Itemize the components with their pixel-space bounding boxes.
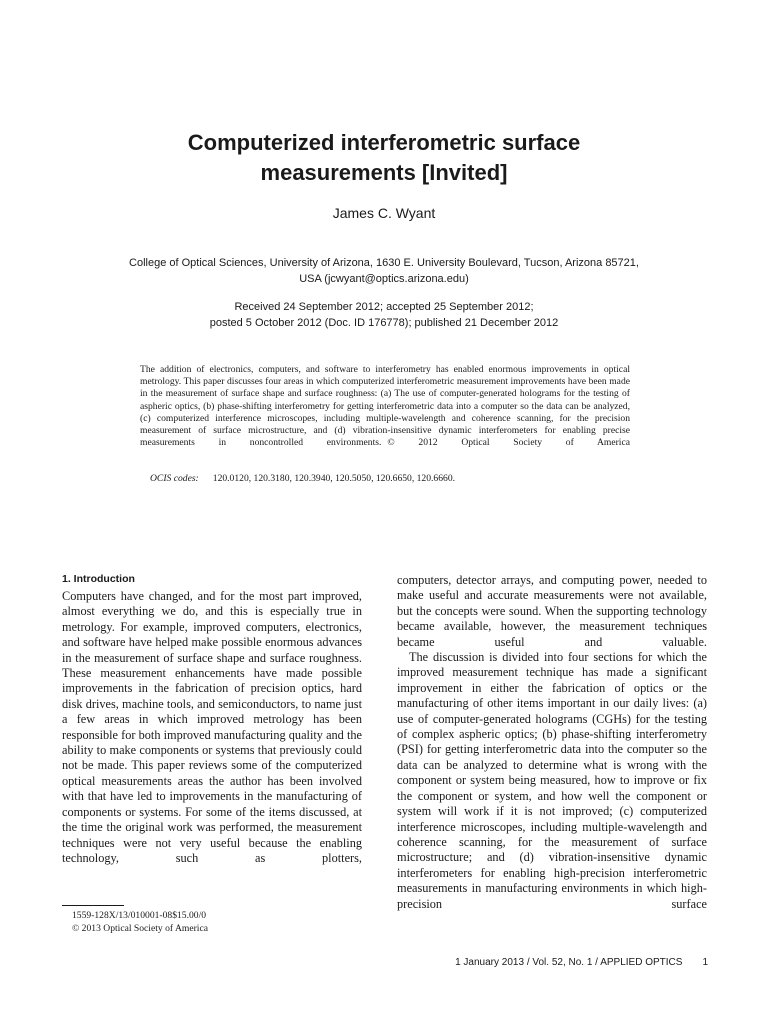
abstract bbox=[140, 364, 630, 449]
running-footer bbox=[360, 957, 708, 969]
body-column-right bbox=[397, 573, 707, 912]
intro-paragraph-2: The discussion is divided into four sections for which the improved measurement technique has made a significant improvement in either the fabrication of optics or the manufacturing of other items important in our daily lives: (a) use of computer-generated holograms (CGHs) for the testing of complex aspheric optics; (b) phase-shifting interferometry (PSI) for getting interferometric data into the computer so the data can be analyzed to determine what is wrong with the component or system being measured, how to improve or fix the component or system, and how well the component or system will work if it is not improved; (c) computerized interference microscopes, including multiple-wavelength and coherence scanning, for the measurement of surface microstructure; and (d) vibration-insensitive dynamic interferometers for enabling high-precision interferometric measurements in manufacturing environments in which high-precision surface bbox=[397, 650, 707, 911]
dates-line-2: posted 5 October 2012 (Doc. ID 176778); published 21 December 2012 bbox=[209, 317, 559, 329]
affiliation-line-2: USA (jcwyant@optics.arizona.edu) bbox=[299, 273, 469, 285]
title-line-2: measurements [Invited] bbox=[260, 160, 508, 185]
footnote-copyright: © 2013 Optical Society of America bbox=[72, 923, 208, 934]
section-heading-introduction: 1. Introduction bbox=[62, 573, 135, 585]
footnote bbox=[72, 909, 352, 935]
ocis-label: OCIS codes: bbox=[150, 473, 199, 484]
page-number: 1 bbox=[702, 957, 708, 968]
ocis-codes bbox=[150, 473, 620, 485]
footnote-issn: 1559-128X/13/010001-08$15.00/0 bbox=[72, 910, 207, 921]
author-name: James C. Wyant bbox=[332, 205, 436, 221]
publication-dates bbox=[100, 299, 668, 331]
author-affiliation bbox=[100, 255, 668, 287]
footnote-divider bbox=[62, 905, 124, 906]
dates-line-1: Received 24 September 2012; accepted 25 September 2012; bbox=[234, 301, 534, 313]
article-title bbox=[120, 128, 648, 188]
ocis-code-list: 120.0120, 120.3180, 120.3940, 120.5050, 120.6650, 120.6660. bbox=[212, 473, 456, 484]
title-line-1: Computerized interferometric surface bbox=[187, 130, 581, 155]
body-column-left bbox=[62, 589, 362, 866]
journal-citation: 1 January 2013 / Vol. 52, No. 1 / APPLIED OPTICS bbox=[455, 957, 683, 968]
intro-paragraph-1: Computers have changed, and for the most part improved, almost everything we do, and this is especially true in metrology. For example, improved computers, electronics, and software have helped make possible enormous advances in the measurement of surface shape and surface roughness. These measurement enhancements have made possible improvements in the fabrication of precision optics, hard disk drives, machine tools, and semiconductors, to name just a few areas in which improved metrology has been responsible for both improved manufacturing quality and the ability to make components or systems that previously could not be made. This paper reviews some of the computerized optical measurements areas the author has been involved with that have led to improvements in the manufacturing of components or systems. For some of the items discussed, at the time the original work was performed, the measurement techniques were not very useful because the enabling technology, such as plotters, bbox=[62, 589, 362, 865]
abstract-copyright: © 2012 Optical Society of America bbox=[387, 437, 630, 449]
affiliation-line-1: College of Optical Sciences, University of Arizona, 1630 E. University Boulevard, Tucson, Arizona 85721, bbox=[129, 257, 639, 269]
intro-paragraph-1-continued: computers, detector arrays, and computing power, needed to make useful and accurate measurements were not available, but the concepts were sound. When the supporting technology became available, however, the measurement techniques became useful and valuable. bbox=[397, 573, 707, 649]
abstract-text: The addition of electronics, computers, and software to interferometry has enabled enormous improvements in optical metrology. This paper discusses four areas in which computerized interferometric measurement improvements have been made in the measurement of surface shape and surface roughness: (a) The use of computer-generated holograms for the testing of aspheric optics, (b) phase-shifting interferometry for getting interferometric data into a computer so the data can be analyzed, (c) computerized interference microscopes, including multiple-wavelength and coherence scanning, for the precision measurement of surface microstructure, and (d) vibration-insensitive dynamic interferometers for enabling precise measurements in noncontrolled environments. bbox=[140, 364, 630, 449]
